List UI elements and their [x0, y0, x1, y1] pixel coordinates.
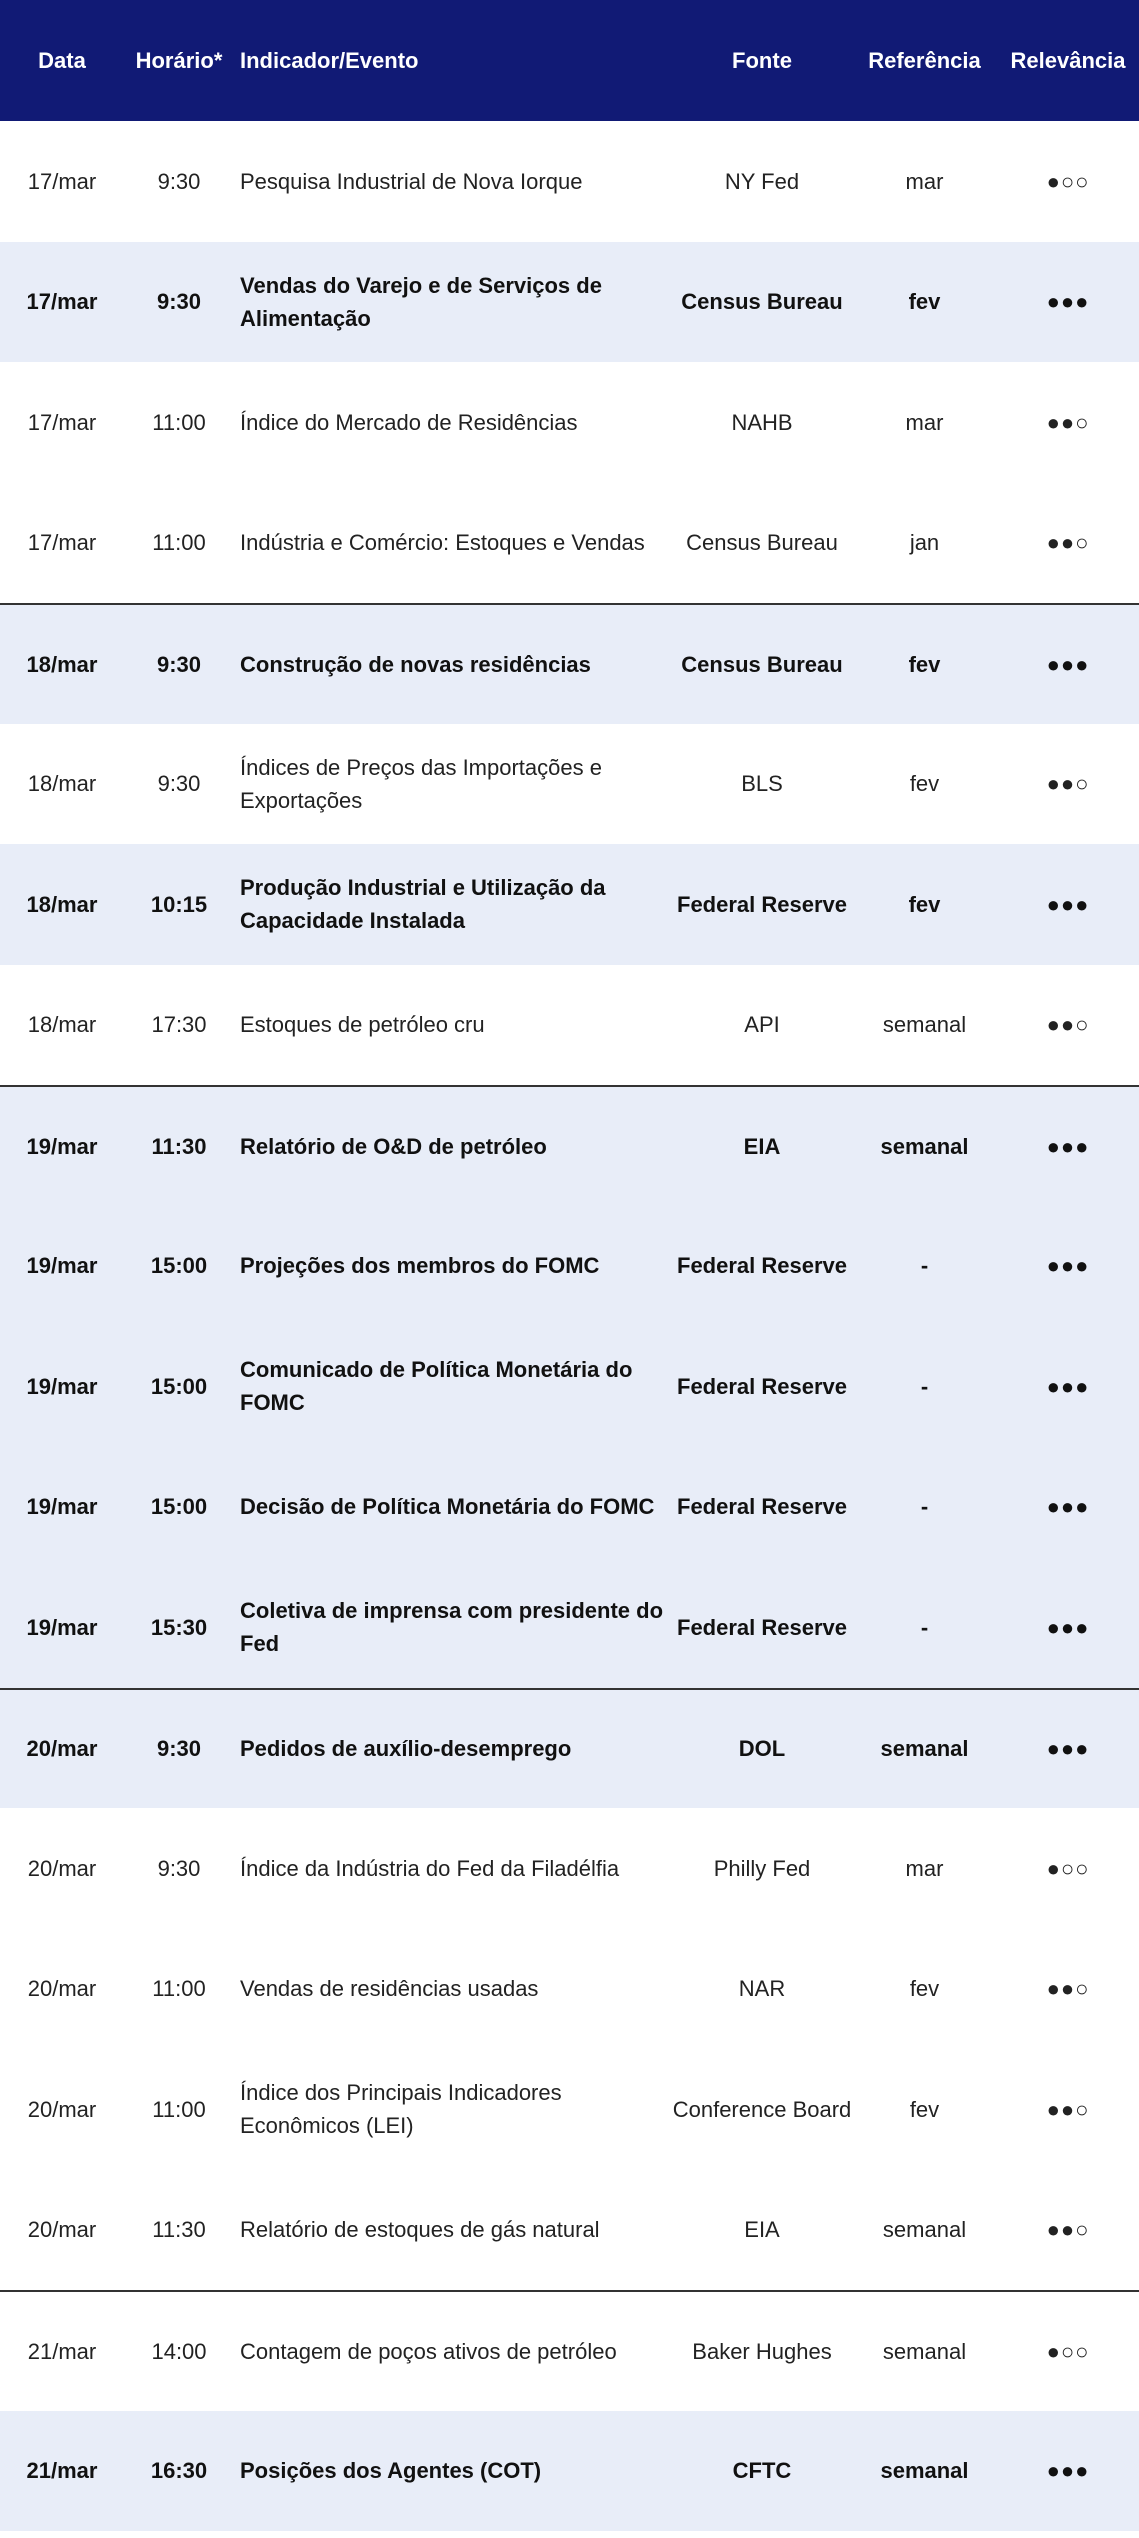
cell-indicator: Comunicado de Política Monetária do FOMC	[240, 1357, 633, 1416]
cell-time: 15:00	[150, 1373, 208, 1399]
relevance-dots: ●●○	[1046, 2096, 1090, 2122]
cell-indicator: Decisão de Política Monetária do FOMC	[240, 1494, 655, 1520]
relevance-dots: ●●○	[1046, 1976, 1090, 2002]
cell-date: 19/mar	[26, 1373, 98, 1399]
relevance-dots: ●●●	[1046, 289, 1090, 315]
header-indicator: Indicador/Evento	[240, 48, 419, 73]
table-row	[0, 2411, 1139, 2532]
table-row	[0, 1808, 1139, 1929]
table-row	[0, 242, 1139, 363]
cell-reference: fev	[908, 651, 941, 677]
cell-reference: -	[920, 1614, 929, 1640]
relevance-dots: ●●●	[1046, 1253, 1090, 1279]
cell-date: 18/mar	[27, 771, 97, 797]
relevance-dots: ●○○	[1046, 1855, 1090, 1881]
cell-source: NY Fed	[724, 168, 800, 194]
cell-source: Federal Reserve	[677, 1253, 847, 1279]
table-row	[0, 603, 1139, 724]
table-row	[0, 1567, 1139, 1688]
cell-date: 20/mar	[27, 1976, 97, 2002]
table-row	[0, 844, 1139, 965]
relevance-dots: ●○○	[1046, 168, 1090, 194]
cell-indicator: Posições dos Agentes (COT)	[240, 2458, 542, 2484]
cell-date: 17/mar	[27, 168, 97, 194]
cell-indicator: Índice dos Principais Indicadores Econômicos (LEI)	[240, 2080, 562, 2139]
cell-indicator: Índice do Mercado de Residências	[240, 409, 578, 435]
cell-time: 11:00	[152, 530, 206, 556]
table-body	[0, 121, 1139, 2531]
relevance-dots: ●●○	[1046, 1012, 1090, 1038]
cell-indicator: Relatório de O&D de petróleo	[240, 1133, 547, 1159]
cell-date: 18/mar	[26, 891, 98, 917]
cell-source: Conference Board	[672, 2096, 852, 2122]
table-row	[0, 362, 1139, 483]
cell-date: 18/mar	[26, 651, 98, 677]
cell-time: 9:30	[157, 771, 201, 797]
cell-date: 17/mar	[27, 530, 97, 556]
cell-date: 17/mar	[27, 409, 97, 435]
table-row	[0, 1929, 1139, 2050]
cell-reference: semanal	[882, 2217, 967, 2243]
relevance-dots: ●●●	[1046, 1133, 1090, 1159]
cell-source: Census Bureau	[686, 530, 838, 556]
cell-reference: semanal	[880, 2458, 969, 2484]
table-row	[0, 724, 1139, 845]
relevance-dots: ●●○	[1046, 2217, 1090, 2243]
cell-source: CFTC	[732, 2458, 792, 2484]
table-row	[0, 965, 1139, 1086]
relevance-dots: ●●○	[1046, 409, 1090, 435]
cell-date: 21/mar	[27, 2338, 97, 2364]
cell-reference: fev	[908, 289, 941, 315]
relevance-dots: ●●●	[1046, 1736, 1090, 1762]
cell-indicator: Estoques de petróleo cru	[240, 1012, 485, 1038]
cell-time: 9:30	[156, 1736, 202, 1762]
cell-time: 9:30	[157, 168, 201, 194]
header-date: Data	[38, 48, 86, 73]
table-row	[0, 483, 1139, 604]
table-row	[0, 1688, 1139, 1809]
cell-date: 19/mar	[26, 1614, 98, 1640]
cell-date: 18/mar	[27, 1012, 97, 1038]
cell-source: Federal Reserve	[677, 891, 847, 917]
cell-reference: -	[920, 1253, 929, 1279]
cell-time: 11:00	[152, 409, 206, 435]
cell-reference: semanal	[882, 1012, 967, 1038]
cell-indicator: Pedidos de auxílio-desemprego	[240, 1736, 572, 1762]
relevance-dots: ●●○	[1046, 530, 1090, 556]
cell-indicator: Contagem de poços ativos de petróleo	[240, 2338, 617, 2364]
relevance-dots: ●●●	[1046, 1494, 1090, 1520]
cell-indicator: Construção de novas residências	[240, 651, 591, 677]
cell-reference: jan	[909, 530, 940, 556]
cell-time: 16:30	[150, 2458, 208, 2484]
cell-time: 14:00	[151, 2338, 207, 2364]
cell-source: Federal Reserve	[677, 1373, 847, 1399]
table-row	[0, 1206, 1139, 1327]
cell-indicator: Indústria e Comércio: Estoques e Vendas	[240, 530, 645, 556]
cell-reference: -	[920, 1494, 929, 1520]
cell-reference: mar	[905, 409, 944, 435]
cell-time: 9:30	[156, 651, 202, 677]
cell-reference: semanal	[882, 2338, 967, 2364]
cell-reference: fev	[908, 891, 941, 917]
cell-time: 17:30	[151, 1012, 207, 1038]
cell-time: 9:30	[157, 1855, 201, 1881]
cell-date: 19/mar	[26, 1133, 98, 1159]
cell-time: 10:15	[150, 891, 208, 917]
table-header	[0, 0, 1139, 121]
cell-reference: fev	[909, 771, 940, 797]
relevance-dots: ●○○	[1046, 2338, 1090, 2364]
table-row	[0, 2290, 1139, 2411]
table-row	[0, 2170, 1139, 2291]
table-row	[0, 2049, 1139, 2170]
cell-date: 21/mar	[26, 2458, 98, 2484]
cell-reference: semanal	[880, 1133, 969, 1159]
cell-date: 20/mar	[27, 1855, 97, 1881]
relevance-dots: ●●●	[1046, 1373, 1090, 1399]
cell-time: 15:00	[150, 1494, 208, 1520]
cell-reference: semanal	[880, 1736, 969, 1762]
relevance-dots: ●●●	[1046, 1614, 1090, 1640]
cell-time: 11:30	[152, 2217, 206, 2243]
cell-source: EIA	[743, 1133, 781, 1159]
header-relevance: Relevância	[1010, 48, 1126, 73]
cell-source: Federal Reserve	[677, 1494, 847, 1520]
cell-indicator: Pesquisa Industrial de Nova Iorque	[240, 168, 583, 194]
cell-reference: fev	[909, 1976, 940, 2002]
cell-time: 15:30	[150, 1614, 208, 1640]
cell-indicator: Projeções dos membros do FOMC	[240, 1253, 600, 1279]
table-row	[0, 1326, 1139, 1447]
table-row	[0, 1447, 1139, 1568]
cell-source: Baker Hughes	[692, 2338, 832, 2364]
cell-time: 9:30	[156, 289, 202, 315]
cell-date: 17/mar	[26, 289, 98, 315]
cell-source: Census Bureau	[681, 651, 843, 677]
cell-indicator: Índices de Preços das Importações e Exportações	[240, 754, 602, 813]
cell-indicator: Vendas de residências usadas	[240, 1976, 539, 2002]
cell-source: NAR	[738, 1976, 786, 2002]
cell-date: 20/mar	[27, 2096, 97, 2122]
relevance-dots: ●●●	[1046, 651, 1090, 677]
cell-reference: -	[920, 1373, 929, 1399]
cell-time: 11:00	[152, 1976, 206, 2002]
table-row	[0, 1085, 1139, 1206]
header-reference: Referência	[868, 48, 981, 73]
cell-indicator: Vendas do Varejo e de Serviços de Alimentação	[240, 272, 602, 331]
relevance-dots: ●●●	[1046, 891, 1090, 917]
cell-reference: mar	[905, 1855, 944, 1881]
relevance-dots: ●●●	[1046, 2458, 1090, 2484]
cell-reference: mar	[905, 168, 944, 194]
cell-source: Philly Fed	[713, 1855, 811, 1881]
cell-source: EIA	[744, 2217, 780, 2243]
cell-source: API	[744, 1012, 780, 1038]
table-row	[0, 121, 1139, 242]
cell-source: NAHB	[731, 409, 793, 435]
cell-source: Federal Reserve	[677, 1614, 847, 1640]
cell-date: 19/mar	[26, 1494, 98, 1520]
cell-reference: fev	[909, 2096, 940, 2122]
cell-source: Census Bureau	[681, 289, 843, 315]
relevance-dots: ●●○	[1046, 771, 1090, 797]
cell-time: 15:00	[150, 1253, 208, 1279]
cell-source: BLS	[741, 771, 783, 797]
cell-indicator: Relatório de estoques de gás natural	[240, 2217, 600, 2243]
header-source: Fonte	[732, 48, 792, 73]
cell-date: 20/mar	[27, 2217, 97, 2243]
cell-indicator: Produção Industrial e Utilização da Capacidade Instalada	[240, 875, 606, 934]
cell-date: 19/mar	[26, 1253, 98, 1279]
cell-source: DOL	[738, 1736, 786, 1762]
cell-date: 20/mar	[26, 1736, 98, 1762]
cell-indicator: Coletiva de imprensa com presidente do Fed	[240, 1598, 664, 1657]
cell-time: 11:00	[152, 2096, 206, 2122]
header-time: Horário*	[135, 48, 223, 73]
cell-indicator: Índice da Indústria do Fed da Filadélfia	[240, 1855, 620, 1881]
cell-time: 11:30	[151, 1133, 207, 1159]
